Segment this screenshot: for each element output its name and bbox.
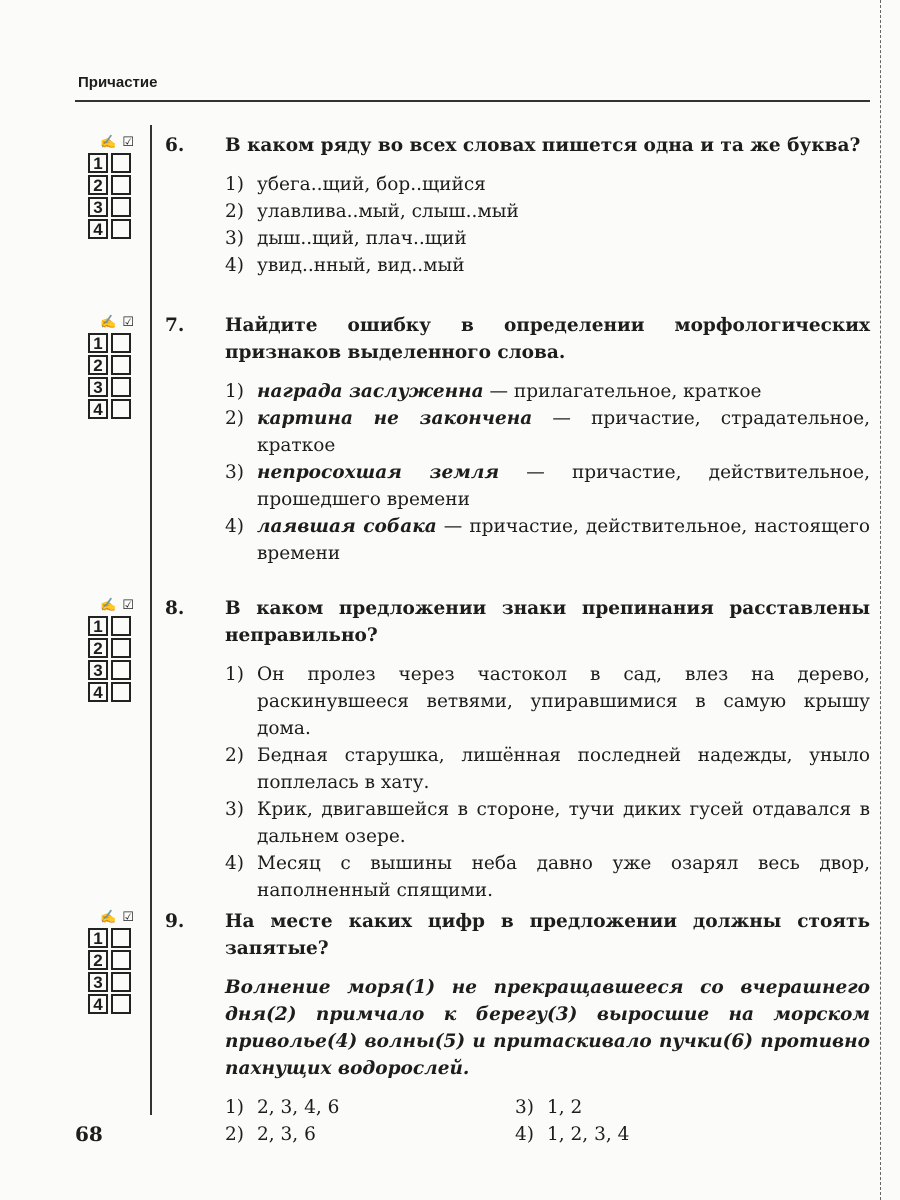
option-text: Бедная старушка, лишённая последней надежды, уныло поплелась в хату.: [257, 745, 870, 793]
answer-box-group: [88, 598, 138, 704]
section-header: Причастие: [78, 74, 158, 91]
highlighted-phrase: лаявшая собака: [257, 516, 437, 537]
option-text: 2, 3, 4, 6: [257, 1097, 340, 1118]
checkbox-icon: ☑: [122, 315, 134, 330]
option-number-box: 1: [88, 153, 108, 173]
question-text: На месте каких цифр в предложении должны стоять запятые?: [225, 911, 870, 959]
pencil-icon: ✍: [100, 598, 117, 613]
option-number: 1): [225, 381, 244, 402]
answer-checkbox[interactable]: [111, 972, 131, 992]
answer-option[interactable]: [225, 1121, 515, 1148]
answer-option[interactable]: [225, 198, 870, 225]
answer-checkbox[interactable]: [111, 616, 131, 636]
option-number: 4): [225, 516, 244, 537]
question-7: [165, 312, 870, 567]
option-number-box: 2: [88, 355, 108, 375]
answer-option[interactable]: [225, 661, 870, 742]
option-number-box: 4: [88, 682, 108, 702]
checkbox-icon: ☑: [122, 598, 134, 613]
answer-box-group: [88, 315, 138, 421]
option-number: 2): [225, 745, 244, 766]
highlighted-phrase: картина не закончена: [257, 408, 533, 429]
answer-checkbox[interactable]: [111, 638, 131, 658]
answer-option[interactable]: [225, 850, 870, 904]
answer-option[interactable]: [225, 405, 870, 459]
option-number-box: 2: [88, 950, 108, 970]
option-number-box: 2: [88, 638, 108, 658]
answer-checkbox[interactable]: [111, 333, 131, 353]
options: [225, 171, 870, 279]
question-text: В каком ряду во всех словах пишется одна и та же буква?: [225, 135, 861, 156]
answer-box-group: [88, 135, 138, 241]
question-9: [165, 908, 870, 1148]
cut-line: [880, 0, 881, 1200]
option-number-box: 3: [88, 660, 108, 680]
answer-checkbox[interactable]: [111, 660, 131, 680]
answer-checkbox[interactable]: [111, 355, 131, 375]
options: [225, 1094, 870, 1148]
option-number: 4): [225, 255, 244, 276]
option-text: увид..нный, вид..мый: [257, 255, 465, 276]
question-text: В каком предложении знаки препинания расставлены неправильно?: [225, 598, 870, 646]
option-text: Он пролез через частокол в сад, влез на дерево, раскинувшееся ветвями, упиравшимися в самую крышу дома.: [257, 664, 870, 739]
option-text: убега..щий, бор..щийся: [257, 174, 486, 195]
option-number-box: 4: [88, 219, 108, 239]
option-text: — причастие, страдательное, краткое: [257, 408, 870, 456]
option-text: улавлива..мый, слыш..мый: [257, 201, 519, 222]
pencil-icon: ✍: [100, 315, 117, 330]
option-number-box: 1: [88, 616, 108, 636]
option-number: 2): [225, 201, 244, 222]
options: [225, 378, 870, 567]
answer-checkbox[interactable]: [111, 950, 131, 970]
answer-box-group: [88, 910, 138, 1016]
options: [225, 661, 870, 904]
option-number: 1): [225, 664, 244, 685]
page-number: 68: [75, 1122, 103, 1146]
answer-option[interactable]: [225, 459, 870, 513]
answer-option[interactable]: [225, 171, 870, 198]
option-number-box: 3: [88, 972, 108, 992]
option-number: 3): [515, 1097, 534, 1118]
option-text: дыш..щий, плач..щий: [257, 228, 467, 249]
option-text: 2, 3, 6: [257, 1124, 316, 1145]
answer-checkbox[interactable]: [111, 377, 131, 397]
answer-option[interactable]: [515, 1121, 870, 1148]
pencil-icon: ✍: [100, 910, 117, 925]
option-number: 3): [225, 799, 244, 820]
question-8: [165, 595, 870, 904]
option-number: 4): [515, 1124, 534, 1145]
answer-checkbox[interactable]: [111, 682, 131, 702]
option-number: 1): [225, 174, 244, 195]
option-text: 1, 2: [547, 1097, 583, 1118]
answer-option[interactable]: [225, 796, 870, 850]
option-number: 2): [225, 1124, 244, 1145]
answer-checkbox[interactable]: [111, 197, 131, 217]
question-number: 9.: [165, 911, 185, 932]
option-text: Месяц с вышины неба давно уже озарял весь двор, наполненный спящими.: [257, 853, 870, 901]
answer-checkbox[interactable]: [111, 399, 131, 419]
option-number-box: 4: [88, 994, 108, 1014]
option-number-box: 1: [88, 333, 108, 353]
answer-checkbox[interactable]: [111, 219, 131, 239]
answer-option[interactable]: [225, 252, 870, 279]
question-6: [165, 132, 870, 279]
answer-checkbox[interactable]: [111, 994, 131, 1014]
option-text: — прилагательное, краткое: [483, 381, 762, 402]
option-number: 1): [225, 1097, 244, 1118]
option-number-box: 3: [88, 197, 108, 217]
checkbox-icon: ☑: [122, 135, 134, 150]
question-number: 8.: [165, 598, 185, 619]
answer-checkbox[interactable]: [111, 175, 131, 195]
answer-option[interactable]: [225, 1094, 515, 1121]
option-number-box: 3: [88, 377, 108, 397]
answer-option[interactable]: [225, 742, 870, 796]
answer-checkbox[interactable]: [111, 928, 131, 948]
answer-option[interactable]: [225, 378, 870, 405]
option-number: 2): [225, 408, 244, 429]
option-number: 4): [225, 853, 244, 874]
answer-checkbox[interactable]: [111, 153, 131, 173]
margin-rule: [150, 125, 152, 1115]
option-text: — причастие, действительное, настоящего времени: [257, 516, 870, 564]
option-text: — причастие, действительное, прошедшего времени: [257, 462, 870, 510]
highlighted-phrase: непросохшая земля: [257, 462, 500, 483]
answer-option[interactable]: [515, 1094, 870, 1121]
option-number-box: 4: [88, 399, 108, 419]
question-text: Найдите ошибку в определении морфологических признаков выделенного слова.: [225, 315, 870, 363]
option-number: 3): [225, 228, 244, 249]
pencil-icon: ✍: [100, 135, 117, 150]
question-number: 6.: [165, 135, 185, 156]
header-rule: [75, 100, 870, 102]
option-number-box: 2: [88, 175, 108, 195]
highlighted-phrase: награда заслуженна: [257, 381, 484, 402]
answer-option[interactable]: [225, 225, 870, 252]
question-number: 7.: [165, 315, 185, 336]
option-text: 1, 2, 3, 4: [547, 1124, 630, 1145]
answer-option[interactable]: [225, 513, 870, 567]
option-text: Крик, двигавшейся в стороне, тучи диких гусей отдавался в дальнем озере.: [257, 799, 870, 847]
question-sentence: Волнение моря(1) не прекращавшееся со вчерашнего дня(2) примчало к берегу(3) выросшие на морском приволье(4) волны(5) и притаскивало пучки(6) противно пахнущих водорослей.: [225, 977, 870, 1079]
option-number: 3): [225, 462, 244, 483]
option-number-box: 1: [88, 928, 108, 948]
checkbox-icon: ☑: [122, 910, 134, 925]
